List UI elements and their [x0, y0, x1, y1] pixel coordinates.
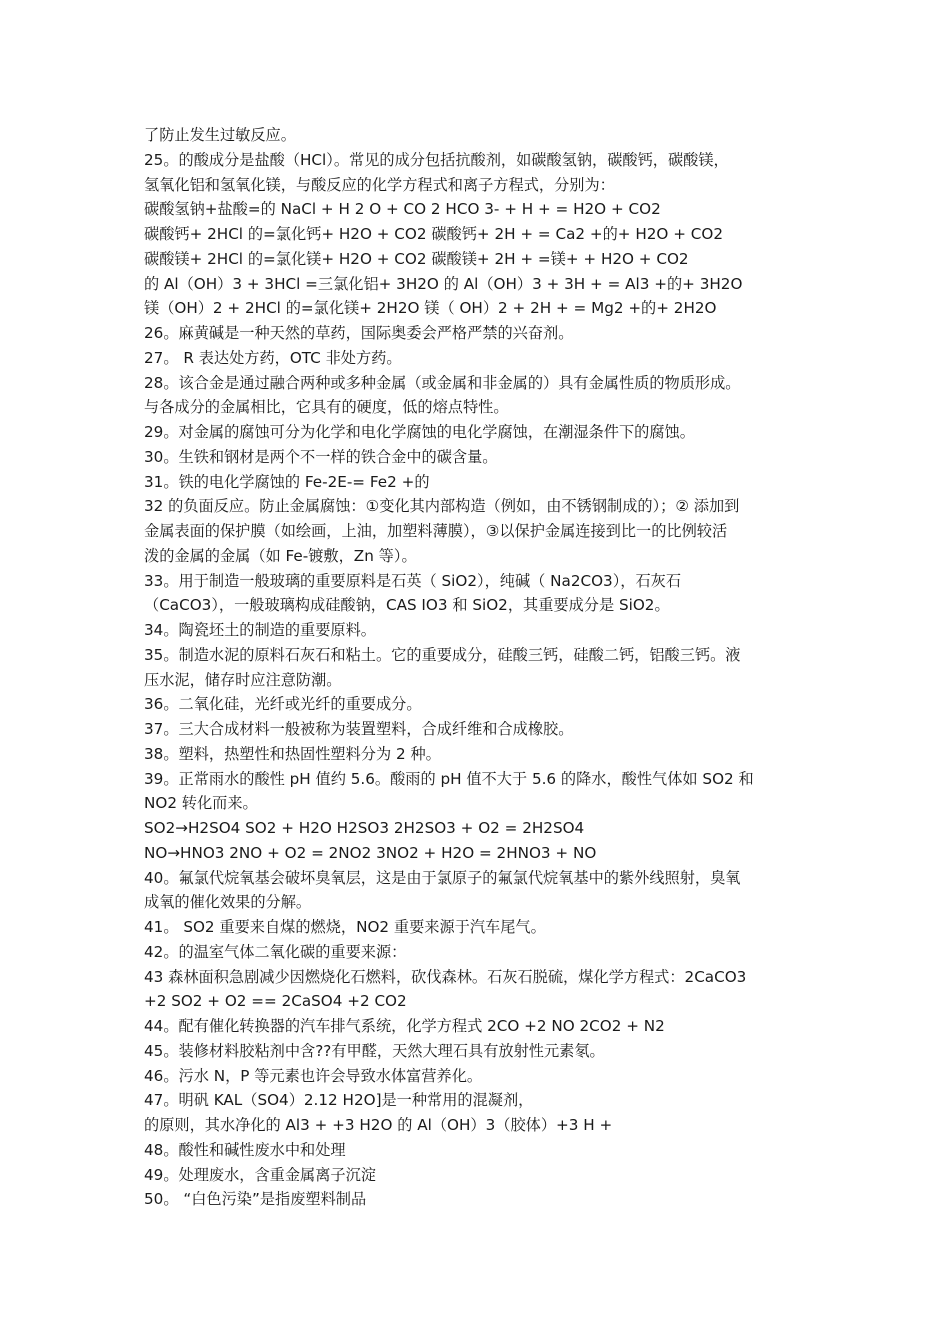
text-line: 泼的金属的金属（如 Fe-镀敷，Zn 等）。 [144, 546, 417, 565]
text-line: 49。处理废水，含重金属离子沉淀 [144, 1165, 376, 1184]
text-line: 27。 R 表达处方药，OTC 非处方药。 [144, 348, 402, 367]
text-line: 47。明矾 KAL（SO4）2.12 H2O]是一种常用的混凝剂， [144, 1091, 534, 1110]
text-line: 43 森林面积急剧减少因燃烧化石燃料，砍伐森林。石灰石脱硫，煤化学方程式：2CaCO3 [144, 967, 747, 986]
text-line: 碳酸钙+ 2HCl 的=氯化钙+ H2O + CO2 碳酸钙+ 2H + = Ca2 +的+ H2O + CO2 [144, 225, 723, 243]
text-line: 成氧的催化效果的分解。 [144, 893, 312, 912]
text-line: 31。铁的电化学腐蚀的 Fe-2E-= Fe2 +的 [144, 472, 430, 491]
text-line: 46。污水 N，P 等元素也许会导致水体富营养化。 [144, 1066, 483, 1085]
text-line: 的原则，其水净化的 Al3 + +3 H2O 的 Al（OH）3（胶体）+3 H + [144, 1116, 613, 1134]
text-line: 镁（OH）2 + 2HCl 的=氯化镁+ 2H2O 镁（ OH）2 + 2H + = Mg2 +的+ 2H2O [144, 299, 717, 318]
text-line: 45。装修材料胶粘剂中含??有甲醛，天然大理石具有放射性元素氡。 [144, 1041, 605, 1060]
text-line: 的 Al（OH）3 + 3HCl =三氯化铝+ 3H2O 的 Al（OH）3 + 3H + = Al3 +的+ 3H2O [144, 274, 743, 293]
text-line: 28。该合金是通过融合两种或多种金属（或金属和非金属的）具有金属性质的物质形成。 [144, 373, 741, 392]
text-line: 40。氟氯代烷氧基会破坏臭氧层，这是由于氯原子的氟氯代烷氧基中的紫外线照射，臭氧 [144, 868, 741, 887]
text-line: 34。陶瓷坯土的制造的重要原料。 [144, 621, 376, 639]
text-line: 38。塑料，热塑性和热固性塑料分为 2 种。 [144, 744, 441, 763]
text-line: 42。的温室气体二氧化碳的重要来源： [144, 942, 407, 961]
text-line: 48。酸性和碱性废水中和处理 [144, 1140, 346, 1159]
text-line: 37。三大合成材料一般被称为装置塑料，合成纤维和合成橡胶。 [144, 720, 574, 738]
text-line: 39。正常雨水的酸性 pH 值约 5.6。酸雨的 pH 值不大于 5.6 的降水，酸性气体如 SO2 和 [144, 769, 754, 788]
text-line: 了防止发生过敏反应。 [144, 126, 296, 144]
text-line: 41。 SO2 重要来自煤的燃烧，NO2 重要来源于汽车尾气。 [144, 918, 546, 936]
text-line: 与各成分的金属相比，它具有的硬度，低的熔点特性。 [144, 398, 509, 417]
text-line: 氢氧化铝和氢氧化镁，与酸反应的化学方程式和离子方程式，分别为： [144, 175, 615, 194]
text-line: 碳酸镁+ 2HCl 的=氯化镁+ H2O + CO2 碳酸镁+ 2H + =镁+ + H2O + CO2 [144, 249, 689, 268]
text-line: 44。配有催化转换器的汽车排气系统，化学方程式 2CO +2 NO 2CO2 + N2 [144, 1017, 665, 1035]
text-line: SO2→H2SO4 SO2 + H2O H2SO3 2H2SO3 + O2 = 2H2SO4 [144, 819, 585, 837]
text-line: 金属表面的保护膜（如绘画，上油，加塑料薄膜），③以保护金属连接到比一的比例较活 [144, 522, 728, 540]
text-line: 25。的酸成分是盐酸（HCl）。常见的成分包括抗酸剂，如碳酸氢钠，碳酸钙，碳酸镁， [144, 150, 729, 169]
text-line: +2 SO2 + O2 == 2CaSO4 +2 CO2 [144, 992, 407, 1011]
text-line: NO→HNO3 2NO + O2 = 2NO2 3NO2 + H2O = 2HNO3 + NO [144, 843, 597, 862]
text-line: NO2 转化而来。 [144, 794, 258, 813]
text-line: 30。生铁和钢材是两个不一样的铁合金中的碳含量。 [144, 447, 498, 466]
text-line: 压水泥，储存时应注意防潮。 [144, 670, 342, 689]
text-line: 50。 “白色污染”是指废塑料制品 [144, 1190, 367, 1209]
text-line: 36。二氧化硅，光纤或光纤的重要成分。 [144, 695, 422, 714]
text-line: （CaCO3），一般玻璃构成硅酸钠，CAS IO3 和 SiO2，其重要成分是 SiO2。 [144, 596, 670, 615]
text-line: 33。用于制造一般玻璃的重要原料是石英（ SiO2），纯碱（ Na2CO3），石灰石 [144, 571, 682, 590]
text-line: 35。制造水泥的原料石灰石和粘土。它的重要成分，硅酸三钙，硅酸二钙，铝酸三钙。液 [144, 645, 741, 664]
text-line: 32 的负面反应。防止金属腐蚀：①变化其内部构造（例如，由不锈钢制成的）；② 添加到 [144, 497, 740, 516]
text-line: 29。对金属的腐蚀可分为化学和电化学腐蚀的电化学腐蚀，在潮湿条件下的腐蚀。 [144, 423, 695, 441]
text-line: 碳酸氢钠+盐酸=的 NaCl + H 2 O + CO 2 HCO 3- + H + = H2O + CO2 [144, 200, 661, 219]
document-text [144, 123, 814, 1212]
text-line: 26。麻黄碱是一种天然的草药，国际奥委会严格严禁的兴奋剂。 [144, 324, 574, 342]
